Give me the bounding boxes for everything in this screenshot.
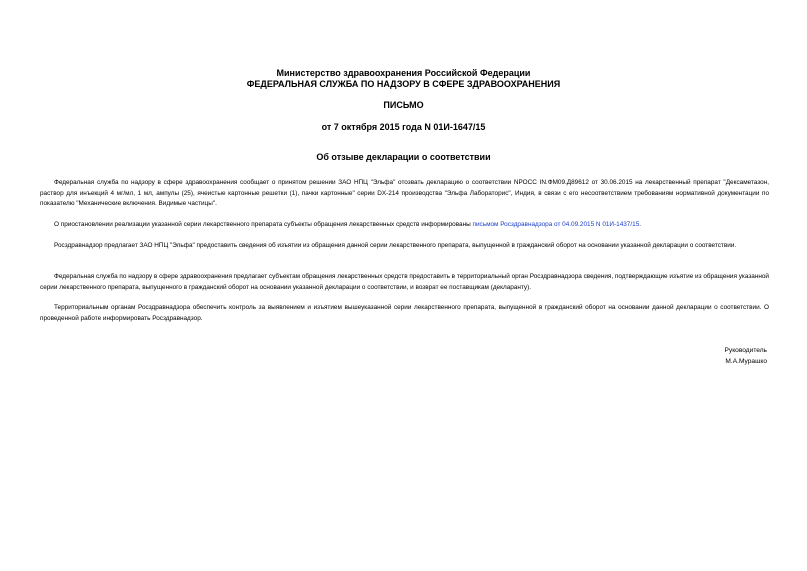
paragraph-3: Росздравнадзор предлагает ЗАО НПЦ "Эльфа" предоставить сведения об изъятии из обращения данной серии лекарственного препарата, выпущенной в гражданский оборот на основании указанной декларации о соответствии. bbox=[54, 242, 737, 249]
paragraph-5: Территориальным органам Росздравнадзора обеспечить контроль за выявлением и изъятием вышеуказанной серии лекарственного препарата, выпущенной в гражданский оборот на основании данной декларации о соответствии. О проведенной работе информировать Росздравнадзор. bbox=[40, 304, 769, 322]
letter-link[interactable]: письмом Росздравнадзора от 04.09.2015 N 01И-1437/15 bbox=[472, 221, 640, 228]
paragraph-2-end: . bbox=[639, 221, 642, 228]
paragraph-1: Федеральная служба по надзору в сфере здравоохранения сообщает о принятом решении ЗАО НПЦ "Эльфа" отозвать декларацию о соответствии NРОСС IN.ФМ09.Д89612 от 30.06.2015 на лекарственный препарат "Дексаметазон, раствор для инъекций 4 мг/мл, 1 мл, ампулы (25), ячеистые картонные решетки (1), пачки картонные" серии DX-214 производства "Эльфа Лабораторис", Индия, в связи с его несоответствием требованиям нормативной документации по показателю "Механические включения. Видимые частицы". bbox=[40, 179, 769, 207]
service-line: ФЕДЕРАЛЬНАЯ СЛУЖБА ПО НАДЗОРУ В СФЕРЕ ЗДРАВООХРАНЕНИЯ bbox=[246, 79, 561, 89]
ministry-line: Министерство здравоохранения Российской Федерации bbox=[276, 68, 531, 78]
doc-subject: Об отзыве декларации о соответствии bbox=[316, 152, 491, 162]
doc-type: ПИСЬМО bbox=[383, 100, 424, 110]
paragraph-2 bbox=[40, 220, 769, 231]
paragraph-2-text: О приостановлении реализации указанной серии лекарственного препарата субъекты обращения лекарственных средств информированы bbox=[54, 221, 473, 228]
paragraph-4: Федеральная служба по надзору в сфере здравоохранения предлагает субъектам обращения лекарственных средств предоставить в территориальный орган Росздравнадзора сведения, подтверждающие изъятие из обращения указанной серии лекарственного препарата, выпущенного в гражданский оборот на основании указанной декларации о соответствии, и возврат ее поставщикам (декларанту). bbox=[40, 273, 769, 291]
signature-title: Руководитель bbox=[724, 347, 767, 354]
doc-date-number: от 7 октября 2015 года N 01И-1647/15 bbox=[321, 122, 486, 132]
signature-name: М.А.Мурашко bbox=[725, 358, 767, 365]
